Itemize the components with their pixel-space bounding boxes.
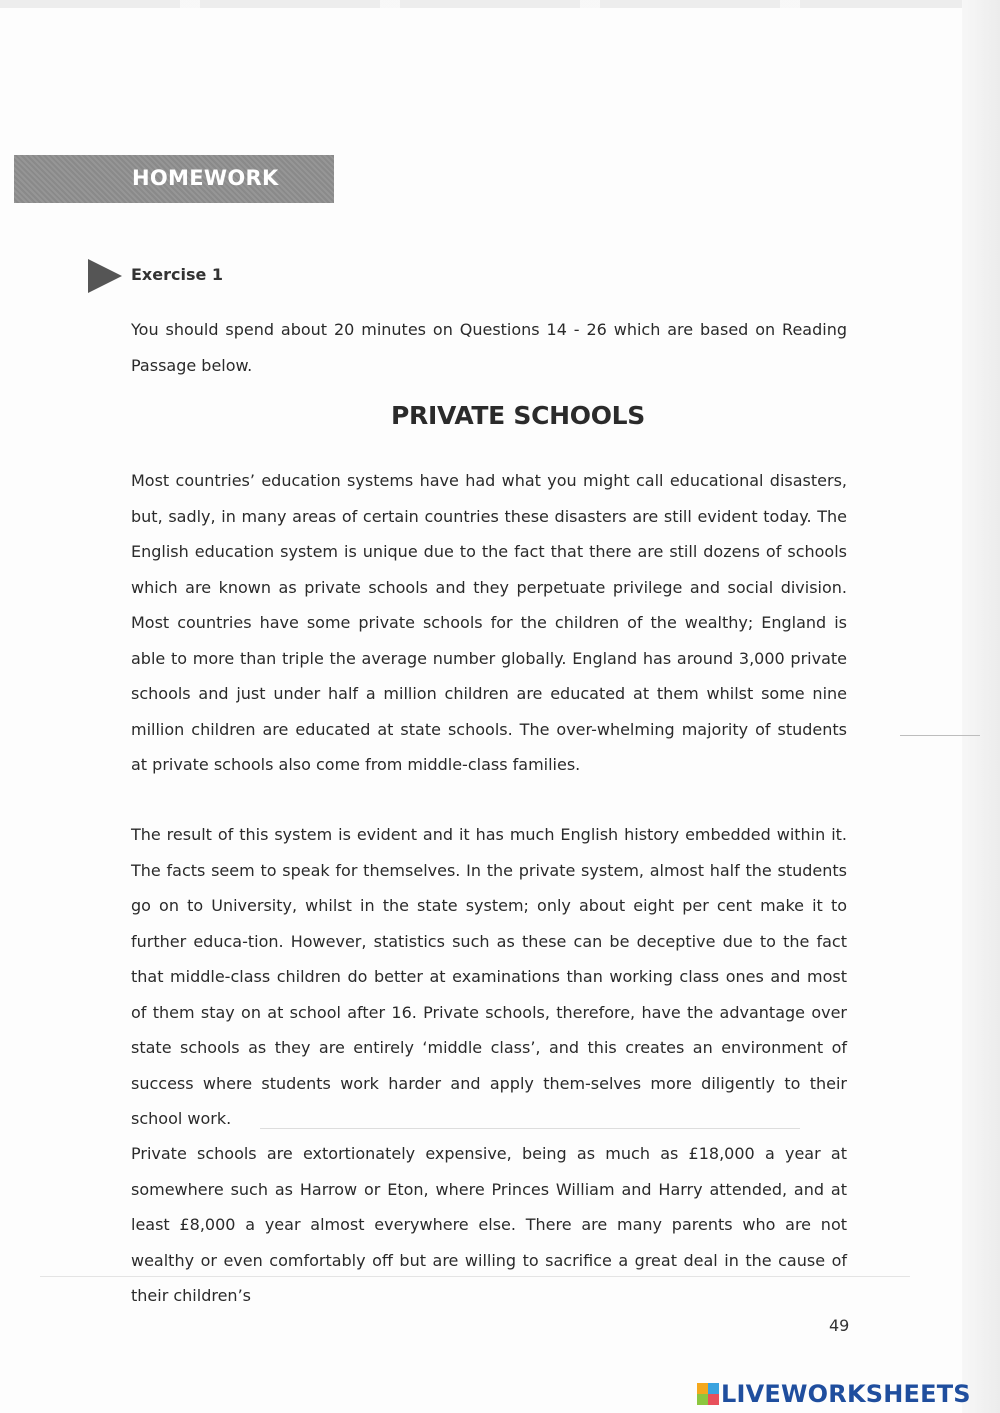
play-arrow-icon [88, 259, 122, 293]
scan-artifact [40, 1276, 910, 1277]
page-number: 49 [829, 1316, 850, 1335]
exercise-instructions: You should spend about 20 minutes on Questions 14 - 26 which are based on Reading Passage below. [131, 320, 847, 375]
passage-paragraph-1: Most countries’ education systems have had what you might call educational disasters, but, sadly, in many areas of certain countries these disasters are still evident today. The English education system is unique due to the fact that there are still dozens of schools which are known as private schools and they perpetuate privilege and social division. Most countries have some private schools for the children of the wealthy; England is able to more than triple the average number globally. England has around 3,000 private schools and just under half a million children are educated at them whilst some nine million children are educated at state schools. The over-whelming majority of students at private schools also come from middle-class families. [131, 471, 847, 774]
scan-artifact [260, 1128, 800, 1129]
homework-banner [14, 155, 334, 203]
liveworksheets-logo-icon [697, 1383, 719, 1405]
passage-paragraph-2: The result of this system is evident and it has much English history embedded within it. The facts seem to speak for themselves. In the private system, almost half the students go on to University, whilst in the state system; only about eight per cent make it to further educa-tion. However, statistics such as these can be deceptive due to the fact that middle-class children do better at examinations than working class ones and most of them stay on at school after 16. Private schools, therefore, have the advantage over state schools as they are entirely ‘middle class’, and this creates an environment of success where students work harder and apply them-selves more diligently to their school work. [131, 825, 847, 1128]
watermark-text: LIVEWORKSHEETS [721, 1380, 971, 1408]
exercise-label: Exercise 1 [131, 265, 224, 284]
homework-banner-label: HOMEWORK [132, 166, 279, 190]
liveworksheets-watermark[interactable] [697, 1378, 971, 1410]
passage-title: PRIVATE SCHOOLS [391, 401, 645, 430]
scan-edge-shadow [962, 0, 1000, 1413]
passage-paragraph-3: Private schools are extortionately expensive, being as much as £18,000 a year at somewhere such as Harrow or Eton, where Princes William and Harry attended, and at least £8,000 a year almost everywhere else. There are many parents who are not wealthy or even comfortably off but are willing to sacrifice a great deal in the cause of their children’s [131, 1144, 847, 1305]
scan-artifact [900, 735, 980, 736]
scan-top-strip [0, 0, 1000, 8]
